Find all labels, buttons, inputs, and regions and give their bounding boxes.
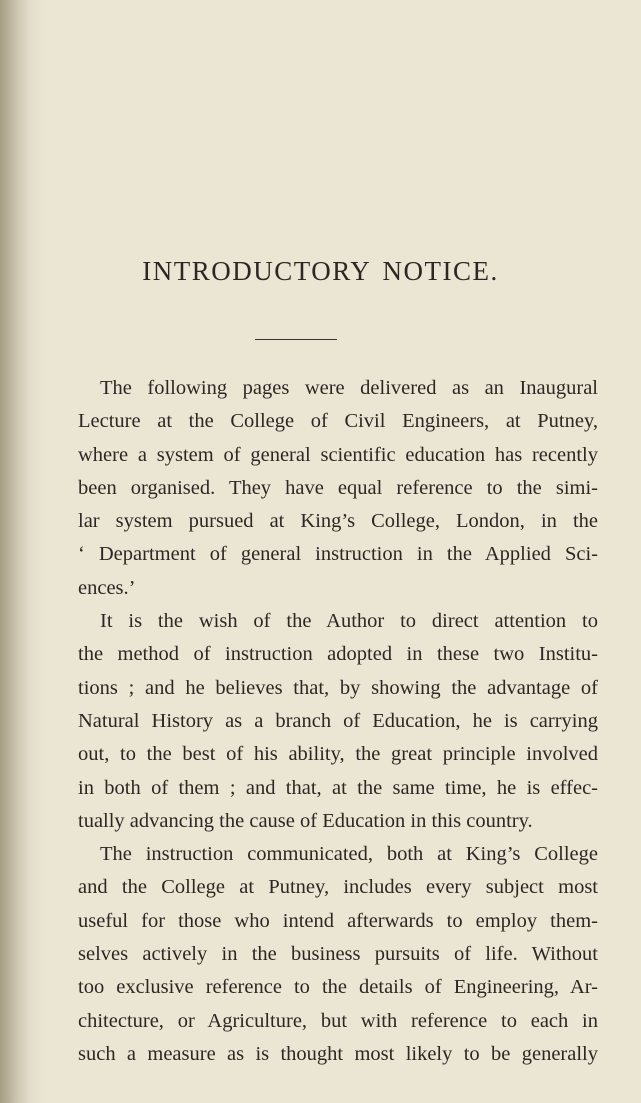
text-line: ‘ Department of general instruction in the Applied Sci- xyxy=(78,543,598,566)
text-line: selves actively in the business pursuits of life. Without xyxy=(78,943,598,966)
text-line: The instruction communicated, both at King’s College xyxy=(100,843,598,866)
text-line: in both of them ; and that, at the same time, he is effec- xyxy=(78,776,598,799)
text-line: Natural History as a branch of Education, he is carrying xyxy=(78,709,598,732)
body-text xyxy=(78,372,598,1071)
text-line: useful for those who intend afterwards to employ them- xyxy=(78,909,598,932)
text-line: The following pages were delivered as an Inaugural xyxy=(100,377,598,399)
text-line: lar system pursued at King’s College, London, in the xyxy=(78,510,598,533)
page-title: INTRODUCTORY NOTICE. xyxy=(142,256,499,286)
title-divider xyxy=(255,339,337,340)
text-line: tually advancing the cause of Education in this country. xyxy=(78,809,533,832)
text-line: the method of instruction adopted in these two Institu- xyxy=(78,643,598,666)
text-line: tions ; and he believes that, by showing the advantage of xyxy=(78,676,598,699)
text-line: It is the wish of the Author to direct attention to xyxy=(100,610,598,633)
text-line: such a measure as is thought most likely to be generally xyxy=(78,1042,598,1065)
page-gutter-shadow xyxy=(0,0,30,1103)
text-line: and the College at Putney, includes every subject most xyxy=(78,876,598,899)
text-line: out, to the best of his ability, the great principle involved xyxy=(78,743,598,766)
text-line: too exclusive reference to the details of Engineering, Ar- xyxy=(78,976,598,999)
text-line: chitecture, or Agriculture, but with reference to each in xyxy=(78,1009,598,1032)
text-line: Lecture at the College of Civil Engineers, at Putney, xyxy=(78,410,598,433)
text-line: ences.’ xyxy=(78,576,136,599)
text-line: where a system of general scientific education has recently xyxy=(78,443,598,466)
text-line: been organised. They have equal reference to the simi- xyxy=(78,476,598,499)
